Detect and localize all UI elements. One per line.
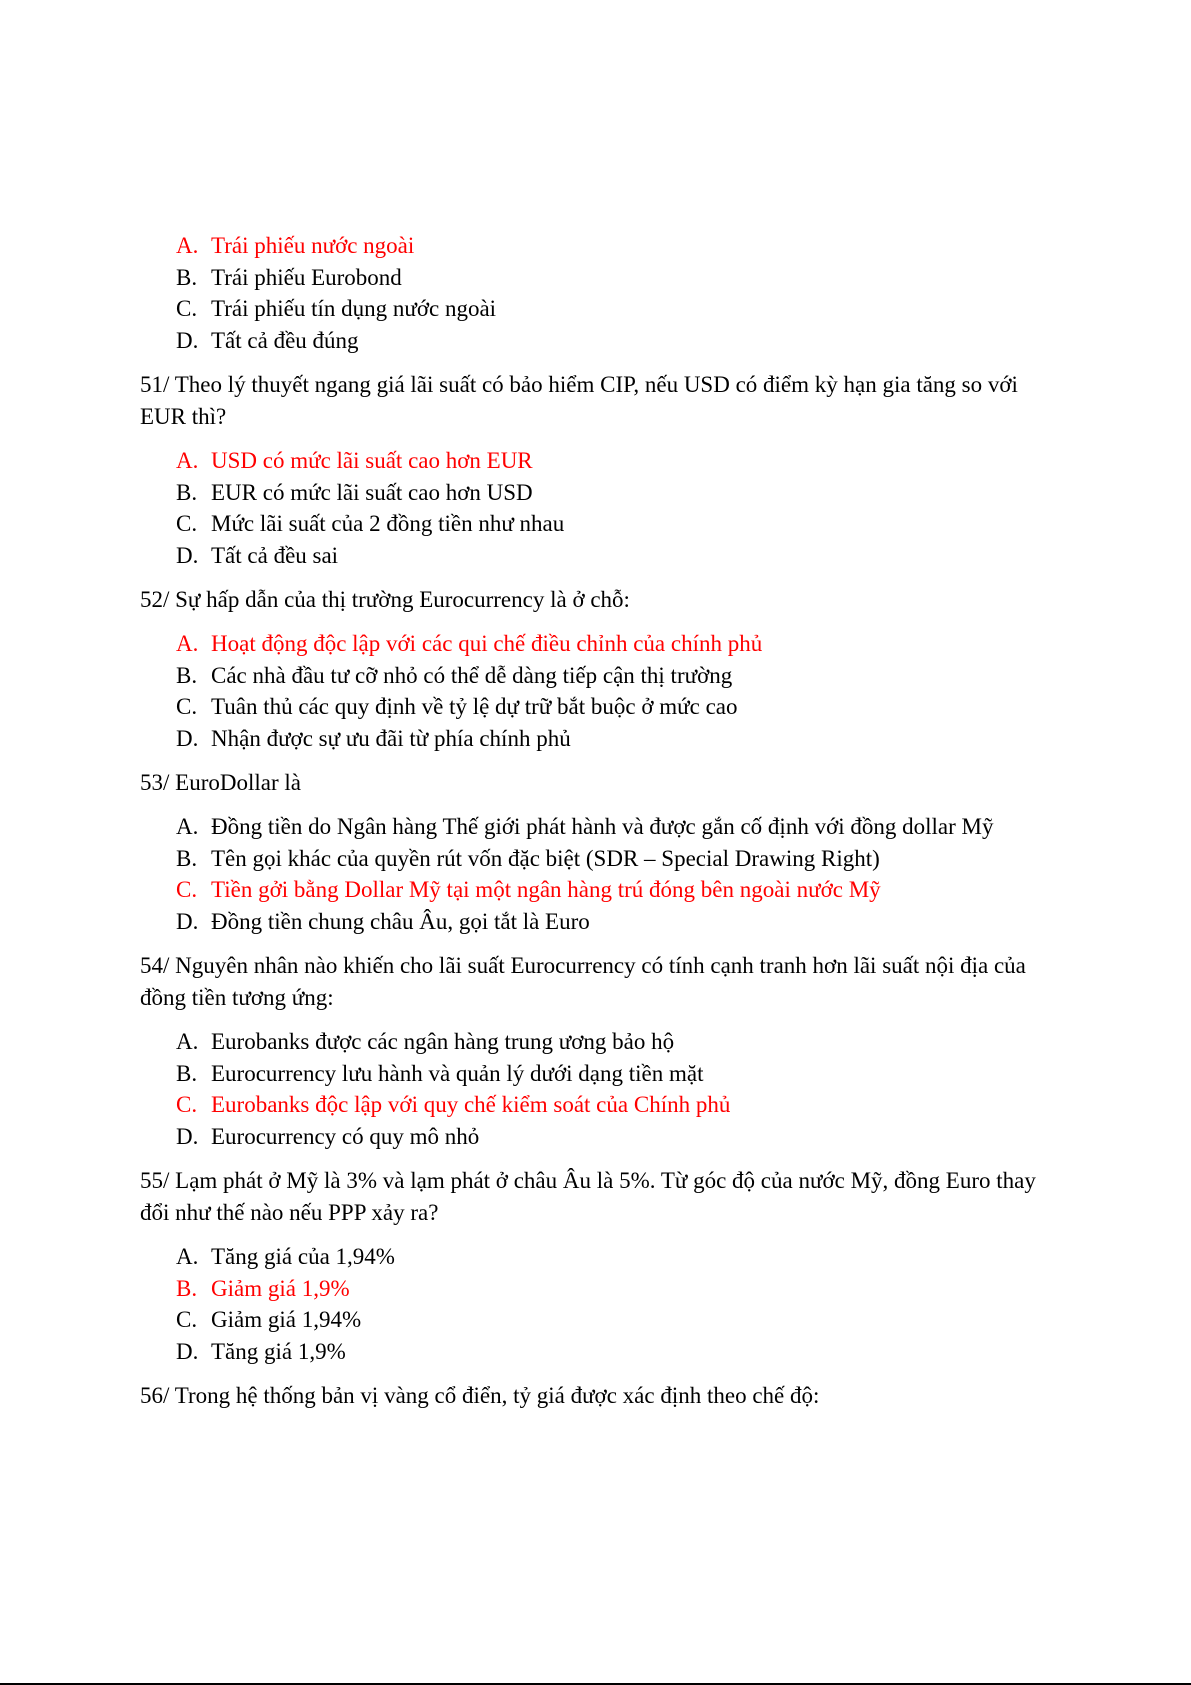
option-text: USD có mức lãi suất cao hơn EUR	[211, 448, 533, 473]
option-letter: D.	[176, 725, 199, 751]
answer-option	[176, 1026, 1050, 1058]
option-letter: C.	[176, 694, 198, 719]
answer-option	[176, 723, 1050, 755]
answer-options	[140, 230, 1050, 356]
answer-options	[140, 1026, 1050, 1152]
option-text: Tất cả đều đúng	[211, 327, 359, 353]
answer-option	[176, 508, 1050, 540]
answer-option-correct	[176, 445, 1050, 477]
option-text: Tên gọi khác của quyền rút vốn đặc biệt (SDR – Special Drawing Right)	[211, 845, 880, 871]
option-text: Giảm giá 1,9%	[211, 1275, 350, 1301]
option-letter: A.	[176, 631, 199, 656]
answer-option-correct	[176, 874, 1050, 906]
option-letter: B.	[176, 1275, 198, 1301]
answer-options	[140, 445, 1050, 571]
option-letter: D.	[176, 908, 199, 934]
option-text: Tăng giá 1,9%	[211, 1338, 346, 1364]
option-letter: B.	[176, 845, 198, 871]
option-text: Eurobanks độc lập với quy chế kiểm soát của Chính phủ	[211, 1092, 731, 1117]
option-letter: C.	[176, 296, 198, 321]
option-text: EUR có mức lãi suất cao hơn USD	[211, 479, 533, 505]
answer-option	[176, 1336, 1050, 1368]
option-letter: C.	[176, 1092, 198, 1117]
option-letter: D.	[176, 1123, 199, 1149]
answer-option	[176, 477, 1050, 509]
option-text: Tuân thủ các quy định về tỷ lệ dự trữ bắt buộc ở mức cao	[211, 694, 738, 719]
option-letter: A.	[176, 814, 199, 839]
option-text: Eurobanks được các ngân hàng trung ương bảo hộ	[211, 1029, 675, 1054]
option-letter: B.	[176, 1060, 198, 1086]
answer-option-correct	[176, 1089, 1050, 1121]
option-text: Các nhà đầu tư cỡ nhỏ có thể dễ dàng tiếp cận thị trường	[211, 662, 733, 688]
answer-option	[176, 540, 1050, 572]
option-letter: A.	[176, 448, 199, 473]
answer-option-correct	[176, 230, 1050, 262]
option-text: Hoạt động độc lập với các qui chế điều chỉnh của chính phủ	[211, 631, 763, 656]
answer-options	[140, 1241, 1050, 1367]
option-text: Trái phiếu tín dụng nước ngoài	[211, 296, 497, 321]
option-letter: A.	[176, 1029, 199, 1054]
question-text: 55/ Lạm phát ở Mỹ là 3% và lạm phát ở châu Âu là 5%. Từ góc độ của nước Mỹ, đồng Euro thay đổi như thế nào nếu PPP xảy ra?	[140, 1168, 1036, 1225]
answer-option	[176, 660, 1050, 692]
answer-option	[176, 811, 1050, 843]
option-letter: D.	[176, 1338, 199, 1364]
answer-option	[176, 293, 1050, 325]
question-text: 51/ Theo lý thuyết ngang giá lãi suất có bảo hiểm CIP, nếu USD có điểm kỳ hạn gia tăng so với EUR thì?	[140, 372, 1018, 429]
option-letter: D.	[176, 327, 199, 353]
option-letter: C.	[176, 1307, 198, 1332]
answer-option	[176, 1121, 1050, 1153]
question-text: 56/ Trong hệ thống bản vị vàng cổ điển, tỷ giá được xác định theo chế độ:	[140, 1383, 820, 1408]
answer-option	[176, 691, 1050, 723]
question-text: 52/ Sự hấp dẫn của thị trường Eurocurrency là ở chỗ:	[140, 587, 630, 612]
quiz-content	[140, 230, 1050, 1412]
option-letter: A.	[176, 1244, 199, 1269]
option-text: Đồng tiền chung châu Âu, gọi tắt là Euro	[211, 908, 590, 934]
option-letter: A.	[176, 233, 199, 258]
answer-option	[176, 1304, 1050, 1336]
option-text: Mức lãi suất của 2 đồng tiền như nhau	[211, 511, 565, 536]
answer-option-correct	[176, 1273, 1050, 1305]
option-text: Đồng tiền do Ngân hàng Thế giới phát hành và được gắn cố định với đồng dollar Mỹ	[211, 814, 994, 839]
answer-option	[176, 1058, 1050, 1090]
question-text: 54/ Nguyên nhân nào khiến cho lãi suất Eurocurrency có tính cạnh tranh hơn lãi suất nội địa của đồng tiền tương ứng:	[140, 953, 1026, 1010]
option-text: Eurocurrency lưu hành và quản lý dưới dạng tiền mặt	[211, 1060, 704, 1086]
option-text: Giảm giá 1,94%	[211, 1307, 362, 1332]
option-text: Eurocurrency có quy mô nhỏ	[211, 1123, 480, 1149]
answer-option-correct	[176, 628, 1050, 660]
option-text: Tiền gởi bằng Dollar Mỹ tại một ngân hàng trú đóng bên ngoài nước Mỹ	[211, 877, 881, 902]
question-text: 53/ EuroDollar là	[140, 770, 301, 795]
answer-options	[140, 811, 1050, 937]
option-text: Tăng giá của 1,94%	[211, 1244, 395, 1269]
option-text: Trái phiếu Eurobond	[211, 264, 402, 290]
answer-option	[176, 262, 1050, 294]
answer-option	[176, 906, 1050, 938]
answer-option	[176, 325, 1050, 357]
option-letter: B.	[176, 479, 198, 505]
option-text: Nhận được sự ưu đãi từ phía chính phủ	[211, 725, 571, 751]
option-letter: C.	[176, 511, 198, 536]
answer-option	[176, 1241, 1050, 1273]
option-letter: C.	[176, 877, 198, 902]
answer-option	[176, 843, 1050, 875]
option-letter: B.	[176, 662, 198, 688]
answer-options	[140, 628, 1050, 754]
option-text: Trái phiếu nước ngoài	[211, 233, 415, 258]
option-letter: B.	[176, 264, 198, 290]
option-text: Tất cả đều sai	[211, 542, 339, 568]
option-letter: D.	[176, 542, 199, 568]
